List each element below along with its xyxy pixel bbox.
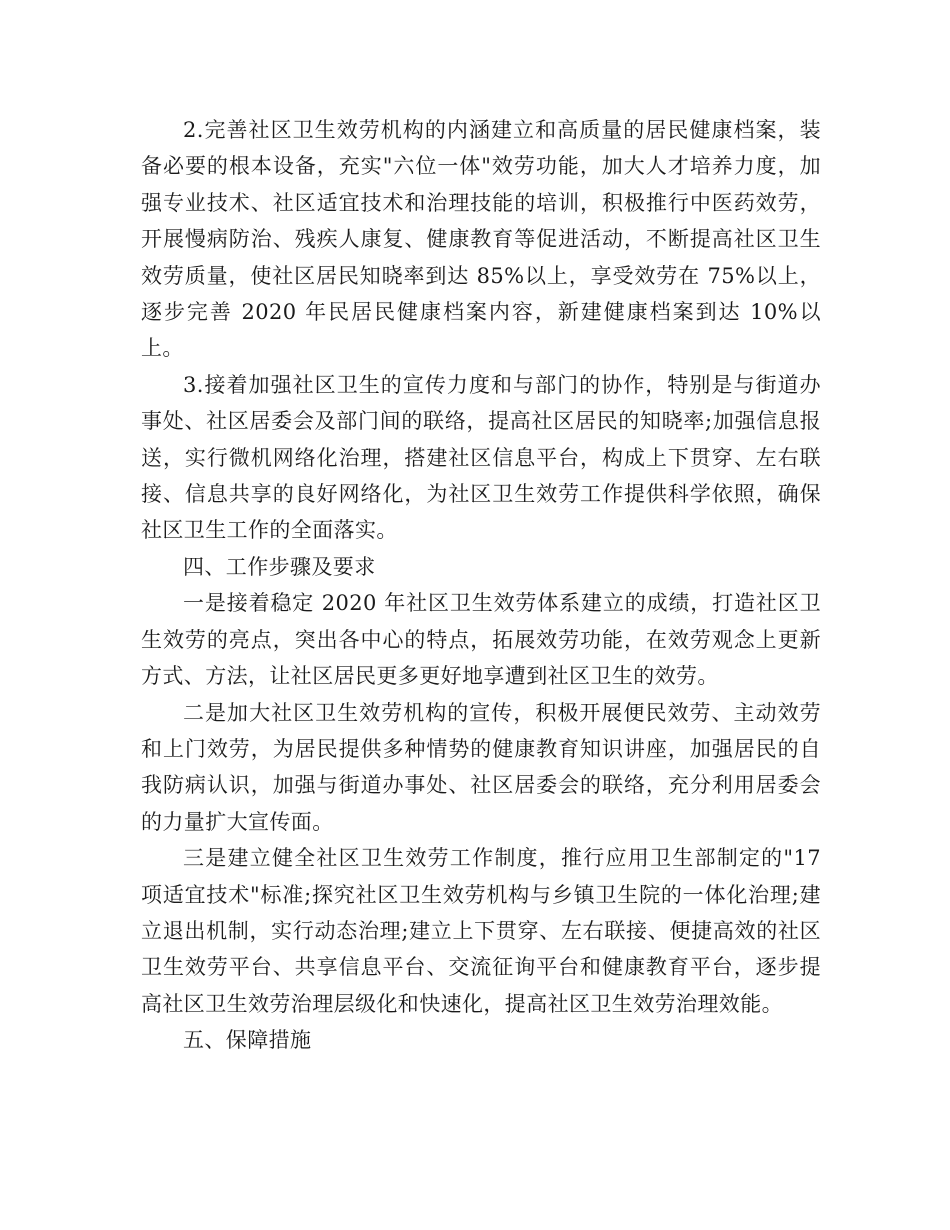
section-heading-work-steps: 四、工作步骤及要求 (183, 554, 376, 579)
paragraph-item-3: 3.接着加强社区卫生的宣传力度和与部门的协作，特别是与街道办事处、社区居委会及部门间的联络，提高社区居民的知晓率;加强信息报送，实行微机网络化治理，搭建社区信息平台，构成上下贯穿、左右联接、信息共享的良好网络化，为社区卫生效劳工作提供科学依照，确保社区卫生工作的全面落实。 (141, 372, 821, 543)
section-heading-safeguards: 五、保障措施 (183, 1028, 312, 1053)
paragraph-step-one: 一是接着稳定 2020 年社区卫生效劳体系建立的成绩，打造社区卫生效劳的亮点，突出各中心的特点，拓展效劳功能，在效劳观念上更新方式、方法，让社区居民更多更好地享遭到社区卫生的效劳。 (141, 591, 821, 689)
paragraph-step-two: 二是加大社区卫生效劳机构的宣传，积极开展便民效劳、主动效劳和上门效劳，为居民提供多种情势的健康教育知识讲座，加强居民的自我防病认识，加强与街道办事处、社区居委会的联络，充分利用居委会的力量扩大宣传面。 (141, 700, 821, 834)
paragraph-step-three: 三是建立健全社区卫生效劳工作制度，推行应用卫生部制定的"17 项适宜技术"标准;探究社区卫生效劳机构与乡镇卫生院的一体化治理;建立退出机制，实行动态治理;建立上下贯穿、左右联接、便捷高效的社区卫生效劳平台、共享信息平台、交流征询平台和健康教育平台，逐步提高社区卫生效劳治理层级化和快速化，提高社区卫生效劳治理效能。 (141, 846, 821, 1016)
document-body (141, 112, 821, 1059)
paragraph-item-2: 2.完善社区卫生效劳机构的内涵建立和高质量的居民健康档案，装备必要的根本设备，充实"六位一体"效劳功能，加大人才培养力度，加强专业技术、社区适宜技术和治理技能的培训，积极推行中医药效劳，开展慢病防治、残疾人康复、健康教育等促进活动，不断提高社区卫生效劳质量，使社区居民知晓率到达 85%以上，享受效劳在 75%以上，逐步完善 2020 年民居民健康档案内容，新建健康档案到达 10%以上。 (141, 118, 821, 361)
